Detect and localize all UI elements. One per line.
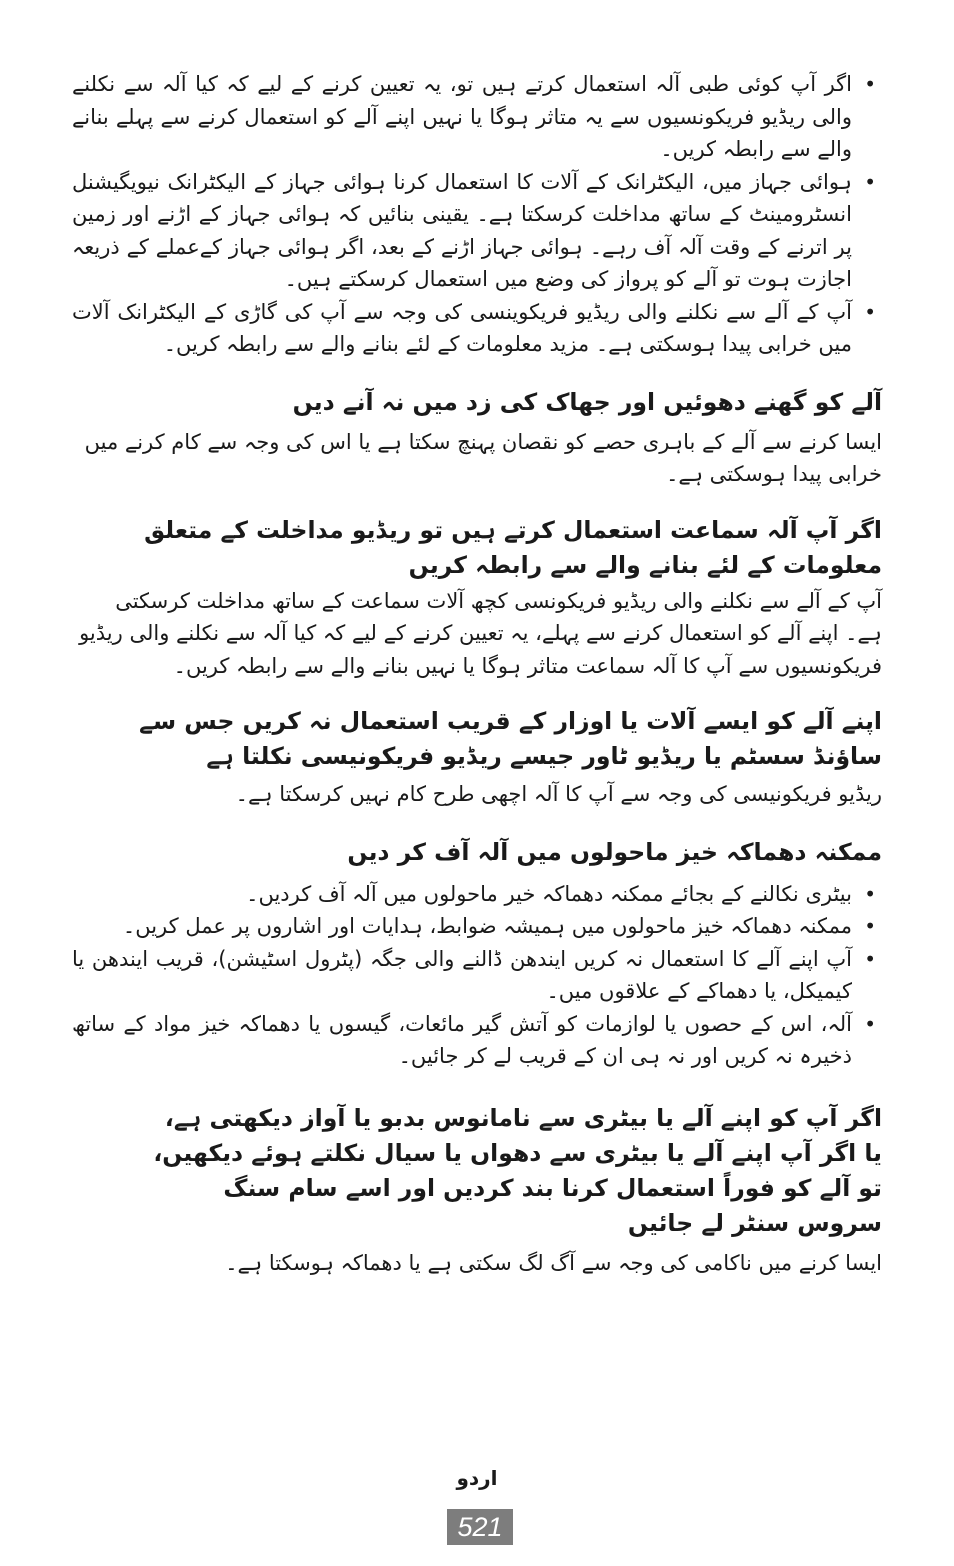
bullet-text: آپ اپنے آلے کا استعمال نہ کریں ایندھن ڈالنے والی جگہ (پٹرول اسٹیشن)، قریب ایندھن یا کیمیکل، یا دھماکے کے علاقوں میں۔ [72,946,852,1003]
footer-language-label: اردو [456,1466,498,1490]
section-body-smoke: ایسا کرنے سے آلے کے باہری حصے کو نقصان پہنچ سکتا ہے یا اس کی وجہ سے کام کرنے میں خرابی پیدا ہوسکتی ہے۔ [84,429,882,486]
list-item [72,1008,882,1073]
list-item [72,296,882,361]
intro-bullet-list [72,68,882,361]
list-item [72,166,882,296]
bullet-text: ہوائی جہاز میں، الیکٹرانک کے آلات کا استعمال کرنا ہوائی جہاز کے الیکٹرانک نیویگیشنل انسٹرومینٹ کے ساتھ مداخلت کرسکتا ہے۔ یقینی بنائیں کہ ہوائی جہاز کے اڑنے اور زمین پر اترنے کے وقت آلہ آف رہے۔ ہوائی جہاز اڑنے کے بعد، اگر ہوائی جہاز کےعملے کے ذریعہ اجازت ہوت تو آلے کو پرواز کی وضع میں استعمال کرسکتے ہیں۔ [72,169,852,291]
bullet-icon: • [864,914,876,938]
list-item [72,943,882,1008]
bullet-text: آپ کے آلے سے نکلنے والی ریڈیو فریکوینسی کی وجہ سے آپ کی گاڑی کے الیکٹرانک آلات میں خرابی پیدا ہوسکتی ہے۔ مزید معلومات کے لئے بنانے والے سے رابطہ کریں۔ [72,299,852,356]
section-body-hearing-aid: آپ کے آلے سے نکلنے والی ریڈیو فریکونسی کچھ آلات سماعت کے ساتھ مداخلت کرسکتی ہے۔ اپنے آلے کو استعمال کرنے سے پہلے، یہ تعیین کرنے کے لیے کہ کیا آلہ سے نکلنے والی ریڈیو فریکونسیوں سے آپ کا آلہ سماعت متاثر ہوگا یا نہیں بنانے والے سے رابطہ کریں۔ [79,588,882,678]
list-item [72,910,882,943]
bullet-text: بیٹری نکالنے کے بجائے ممکنہ دھماکہ خیر ماحولوں میں آلہ آف کردیں۔ [246,881,852,906]
bullet-icon: • [864,72,876,96]
list-item [72,68,882,166]
bullet-text: اگر آپ کوئی طبی آلہ استعمال کرتے ہیں تو، یہ تعیین کرنے کے لیے کہ کیا آلہ سے نکلنے والی ریڈیو فریکونسیوں سے یہ متاثر ہوگا یا نہیں اپنے آلے کو استعمال کرنے سے پہلے بنانے والے سے رابطہ کریں۔ [72,72,852,161]
bullet-text: ممکنہ دھماکہ خیز ماحولوں میں ہمیشہ ضوابط، ہدایات اور اشاروں پر عمل کریں۔ [122,914,852,938]
section-body-radio-tower: ریڈیو فریکونیسی کی وجہ سے آپ کا آلہ اچھی طرح کام نہیں کرسکتا ہے۔ [235,782,882,806]
section-heading-battery-warning: اگر آپ کو اپنے آلے یا بیٹری سے نامانوس بدبو یا آواز دیکھتی ہے، یا اگر آپ اپنے آلے یا بیٹری سے دھواں یا سیال نکلتے ہوئے دیکھیں، تو آلے کو فوراً استعمال کرنا بند کردیں اور اسے سام سنگ سروس سنٹر لے جائیں [153,1103,882,1237]
explosive-bullet-list [72,878,882,1073]
page-content [72,68,882,1279]
bullet-icon: • [864,299,876,324]
page-number-badge: 521 [447,1509,513,1545]
section-heading-explosive: ممکنہ دھماکہ خیز ماحولوں میں آلہ آف کر دیں [347,837,882,866]
section-heading-radio-tower: اپنے آلے کو ایسے آلات یا اوزار کے قریب استعمال نہ کریں جس سے ساؤنڈ سسٹم یا ریڈیو ٹاور جیسے ریڈیو فریکونیسی نکلتا ہے [139,707,882,770]
list-item [72,878,882,911]
bullet-text: آلہ، اس کے حصوں یا لوازمات کو آتش گیر مائعات، گیسوں یا دھماکہ خیز مواد کے ساتھ ذخیرہ نہ کریں اور نہ ہی ان کے قریب لے کر جائیں۔ [72,1011,852,1068]
bullet-icon: • [864,169,876,194]
section-heading-smoke: آلے کو گھنے دھوئیں اور جھاک کی زد میں نہ آنے دیں [292,387,882,416]
bullet-icon: • [864,946,876,971]
bullet-icon: • [864,881,876,906]
bullet-icon: • [864,1011,876,1036]
section-body-battery-warning: ایسا کرنے میں ناکامی کی وجہ سے آگ لگ سکتی ہے یا دھماکہ ہوسکتا ہے۔ [225,1250,882,1275]
section-heading-hearing-aid: اگر آپ آلہ سماعت استعمال کرتے ہیں تو ریڈیو مداخلت کے متعلق معلومات کے لئے بنانے والے سے رابطہ کریں [144,515,882,579]
